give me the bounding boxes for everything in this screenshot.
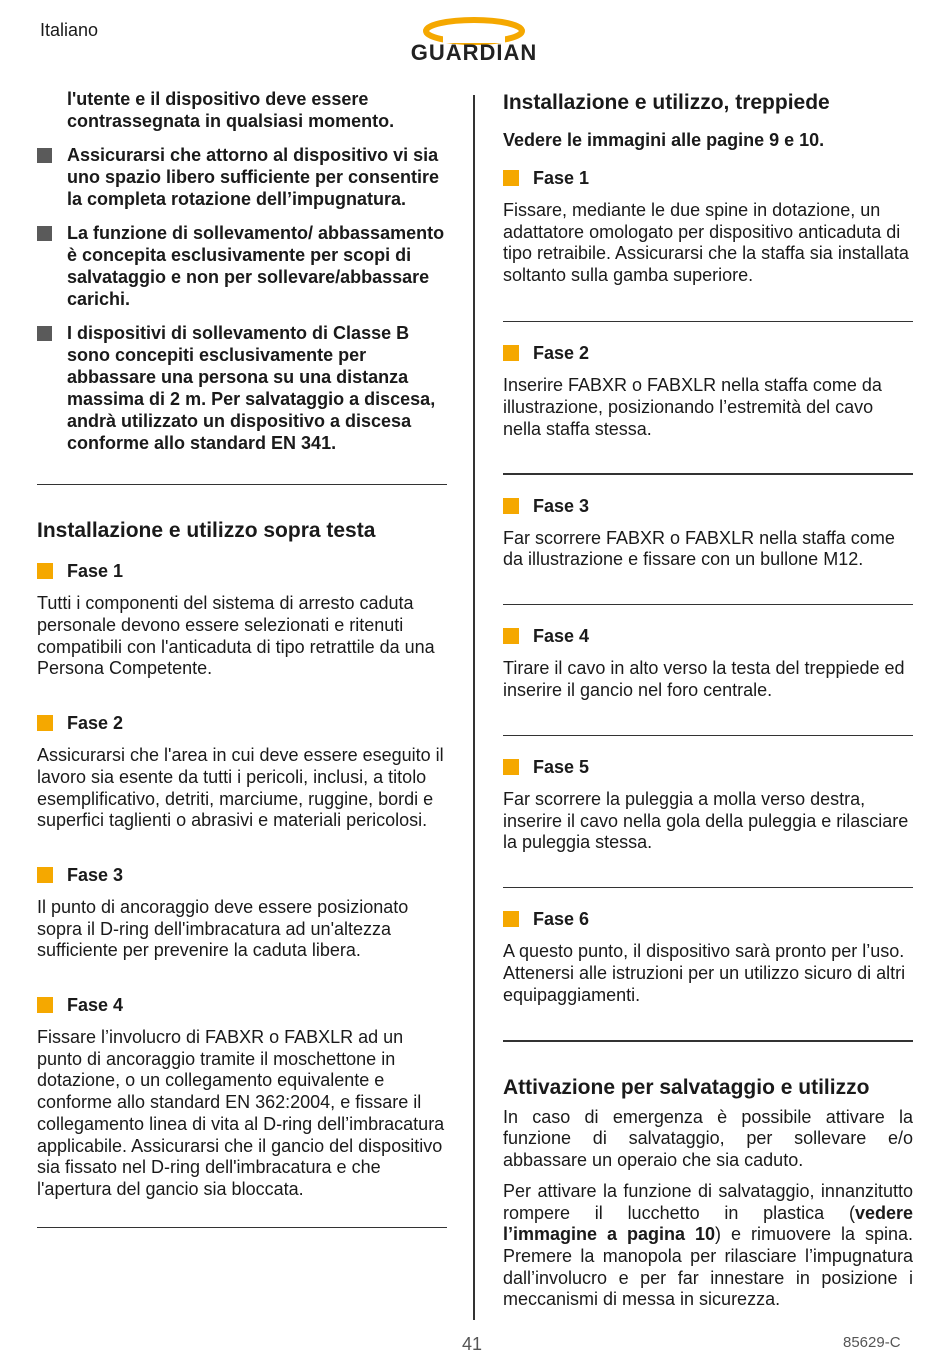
activation-image-reference: vedere l’immagine a pagina 10 (503, 1202, 913, 1245)
bullet-square-icon (37, 148, 52, 163)
step-divider (503, 321, 913, 322)
activation-paragraph-2 (503, 1181, 913, 1311)
step-divider (503, 735, 913, 736)
activation-paragraph-1: In caso di emergenza è possibile attivare la funzione di salvataggio, per sollevare e/o abbassare un operaio che sia caduto. (503, 1106, 913, 1171)
step-heading (503, 167, 913, 189)
step-heading (503, 625, 913, 647)
section-divider (37, 1227, 447, 1228)
step-square-icon (503, 759, 519, 775)
guardian-logo-icon (383, 16, 565, 64)
bullet-item (37, 222, 447, 310)
step-square-icon (503, 498, 519, 514)
step-label: Fase 2 (533, 343, 590, 364)
activation-text-part: Per attivare la funzione di salvataggio, innanzitutto rompere il lucchetto in plastica ( (503, 1180, 913, 1223)
step-square-icon (37, 997, 53, 1013)
bullet-text: Assicurarsi che attorno al dispositivo vi sia uno spazio libero sufficiente per consentire la completa rotazione dell’impugnatura. (67, 145, 440, 209)
step-text: Tirare il cavo in alto verso la testa del treppiede ed inserire il gancio nel foro centrale. (503, 658, 905, 700)
step-text: A questo punto, il dispositivo sarà pronto per l’uso. Attenersi alle istruzioni per un utilizzo sicuro di altri equipaggiamenti. (503, 941, 906, 1005)
step-square-icon (37, 715, 53, 731)
step-text: Tutti i componenti del sistema di arresto caduta personale devono essere selezionati e ritenuti compatibili con l'anticaduta di tipo retrattile da una Persona Competente. (37, 593, 435, 679)
step-label: Fase 3 (533, 495, 590, 516)
bullet-square-icon (37, 326, 52, 341)
bullet-item (37, 322, 447, 454)
logo-text: GUARDIAN (410, 40, 538, 65)
step-label: Fase 6 (533, 909, 590, 930)
step-text: Far scorrere la puleggia a molla verso destra, inserire il cavo nella gola della puleggia e rilasciare la puleggia stessa. (503, 788, 909, 853)
activation-text-part: ) e rimuovere la spina. Premere la manopola per rilasciare l’impugnatura dall’involucro e per far innestare in posizione i meccanismi di messa in sicurezza. (503, 1224, 914, 1310)
step-label: Fase 4 (533, 626, 590, 647)
step-label: Fase 4 (67, 995, 124, 1016)
step-text: Assicurarsi che l'area in cui deve essere eseguito il lavoro sia esente da tutti i pericoli, inclusi, a titolo esemplificativo, detriti, marciume, ruggine, bordi e superfici taglienti o abrasivi e materiali pericolosi. (37, 745, 444, 831)
step-divider (503, 887, 913, 888)
bullet-item (37, 88, 447, 132)
section-divider (503, 1040, 913, 1041)
step-divider (503, 604, 913, 605)
bullet-square-icon (37, 226, 52, 241)
step-heading (37, 560, 447, 582)
step-heading (37, 864, 447, 886)
step-text: Far scorrere FABXR o FABXLR nella staffa come da illustrazione e fissare con un bullone M12. (503, 527, 895, 570)
bullet-text: La funzione di sollevamento/ abbassamento è concepita esclusivamente per scopi di salvataggio e non per sollevare/abbassare carichi. (67, 223, 445, 309)
step-square-icon (503, 911, 519, 927)
step-label: Fase 1 (533, 168, 590, 188)
activation-title: Attivazione per salvataggio e utilizzo (503, 1075, 870, 1099)
language-label: Italiano (40, 20, 99, 40)
step-square-icon (503, 345, 519, 361)
page-number: 41 (462, 1334, 483, 1354)
step-heading (503, 495, 913, 517)
step-heading (37, 994, 447, 1016)
step-label: Fase 5 (533, 756, 590, 777)
step-heading (37, 712, 447, 734)
right-column (503, 88, 913, 1311)
step-text: Fissare, mediante le due spine in dotazione, un adattatore omologato per dispositivo anticaduta di tipo retraibile. Assicurarsi che la staffa sia installata soltanto sulla gamba superiore. (503, 200, 909, 286)
step-heading (503, 908, 913, 930)
step-square-icon (37, 867, 53, 883)
section-divider (37, 484, 447, 485)
section-title: Installazione e utilizzo sopra testa (37, 519, 376, 543)
step-label: Fase 3 (67, 864, 124, 885)
bullet-text: l'utente e il dispositivo deve essere contrassegnata in qualsiasi momento. (67, 89, 395, 131)
section-title: Installazione e utilizzo, treppiede (503, 91, 830, 114)
section-subtitle: Vedere le immagini alle pagine 9 e 10. (503, 130, 825, 150)
step-square-icon (503, 628, 519, 644)
step-text: Fissare l’involucro di FABXR o FABXLR ad un punto di ancoraggio tramite il moschettone in dotazione, o un collegamento equivalente e conforme allo standard EN 362:2004, e fissare il collegamento linea di vita al D-ring dell’imbracatura applicabile. Assicurarsi che il gancio del dispositivo sia fissato nel D-ring dell'imbracatura e che l'apertura del gancio sia bloccata. (37, 1027, 445, 1199)
column-divider (473, 95, 475, 1320)
step-text: Inserire FABXR o FABXLR nella staffa come da illustrazione, posizionando l’estremità del cavo nella staffa stessa. (503, 375, 882, 439)
step-heading (503, 756, 913, 778)
step-square-icon (37, 563, 53, 579)
step-text: Il punto di ancoraggio deve essere posizionato sopra il D-ring dell'imbracatura ad un'altezza sufficiente per prevenire la caduta libera. (37, 896, 409, 961)
step-heading (503, 342, 913, 364)
step-divider (503, 473, 913, 474)
left-column (37, 88, 447, 1228)
step-label: Fase 2 (67, 713, 124, 734)
step-square-icon (503, 170, 519, 186)
bullet-text: I dispositivi di sollevamento di Classe B sono concepiti esclusivamente per abbassare una persona su una distanza massima di 2 m. Per salvataggio a discesa, andrà utilizzato un dispositivo a discesa conforme allo standard EN 341. (67, 323, 436, 453)
bullet-item (37, 144, 447, 210)
step-label: Fase 1 (67, 561, 124, 582)
document-code: 85629-C (843, 1334, 901, 1351)
